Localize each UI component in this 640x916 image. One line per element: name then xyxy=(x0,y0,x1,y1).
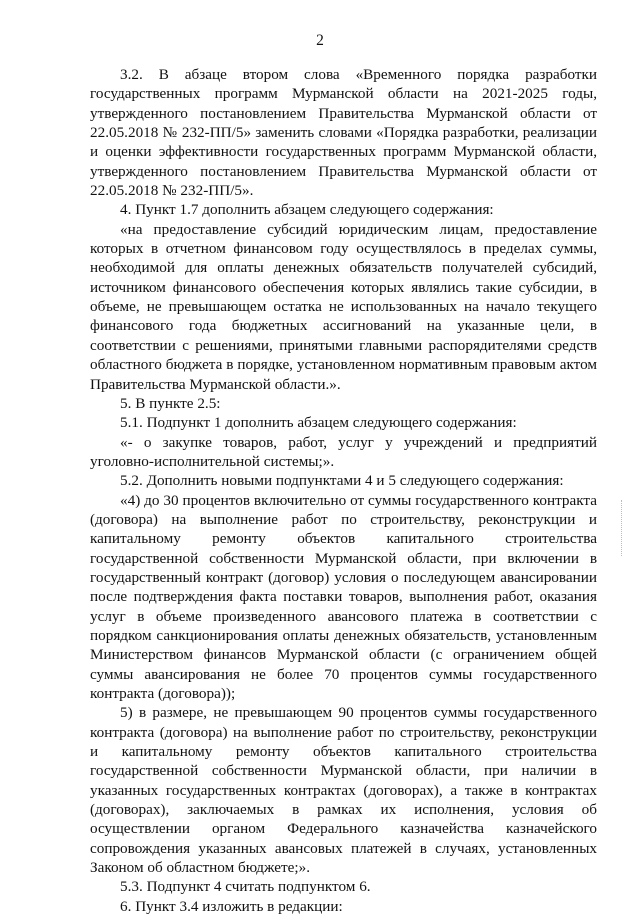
paragraph-3-2: 3.2. В абзаце втором слова «Временного порядка разработки государственных программ Мурманской области на 2021-2025 годы, утвержденного постановлением Правительства Мурманской области от 22.05.2018 № 232-ПП/5» заменить словами «Порядка разработки, реализации и оценки эффективности государственных программ Мурманской области, утвержденного постановлением Правительства Мурманской области от 22.05.2018 № 232-ПП/5». xyxy=(90,66,597,200)
paragraph-4-quote: «на предоставление субсидий юридическим лицам, предоставление которых в отчетном финансовом году осуществлялось в пределах суммы, необходимой для оплаты денежных обязательств получателей субсидий, источником финансового обеспечения которых являлись такие субсидии, в объеме, не превышающем остатка не использованных на начало текущего финансового года бюджетных ассигнований на указанные цели, в соответствии с решениями, принятыми главными распорядителями средств областного бюджета в порядке, установленном нормативным правовым актом Правительства Мурманской области.». xyxy=(90,220,597,393)
paragraph-5-3: 5.3. Подпункт 4 считать подпунктом 6. xyxy=(120,878,371,896)
paragraph-5-2-intro: 5.2. Дополнить новыми подпунктами 4 и 5 следующего содержания: xyxy=(120,472,564,490)
paragraph-5-intro: 5. В пункте 2.5: xyxy=(120,394,221,412)
subparagraph-4: «4) до 30 процентов включительно от суммы государственного контракта (договора) на выполнение работ по строительству, реконструкции и капитальному ремонту объектов капитального строительства государственной собственности Мурманской области, при включении в государственный контракт (договор) условия о последующем авансировании после подтверждения факта поставки товаров, выполнения работ, оказания услуг в объеме произведенного авансового платежа в соответствии с порядком санкционирования оплаты денежных обязательств, установленным Министерством финансов Мурманской области (с ограничением общей суммы авансирования не более 70 процентов суммы государственного контракта (договора)); xyxy=(90,491,597,702)
paragraph-4-intro: 4. Пункт 1.7 дополнить абзацем следующего содержания: xyxy=(120,201,494,219)
paragraph-5-1-intro: 5.1. Подпункт 1 дополнить абзацем следующего содержания: xyxy=(120,414,517,432)
page-number: 2 xyxy=(316,32,324,49)
scan-margin-mark xyxy=(621,500,623,556)
paragraph-5-1-quote: «- о закупке товаров, работ, услуг у учреждений и предприятий уголовно-исполнительной системы;». xyxy=(90,433,597,470)
document-body xyxy=(90,65,597,916)
subparagraph-5: 5) в размере, не превышающем 90 процентов суммы государственного контракта (договора) на выполнение работ по строительству, реконструкции и капитальному ремонту объектов капитального строительства государственной собственности Мурманской области, при наличии в указанных государственных контрактах (договорах), а также в контрактах (договорах), заключаемых в рамках их исполнения, условия об осуществлении органом Федерального казначейства казначейского сопровождения указанных авансовых платежей в случаях, установленных Законом об областном бюджете;». xyxy=(90,704,597,877)
paragraph-6-intro: 6. Пункт 3.4 изложить в редакции: xyxy=(120,897,343,915)
